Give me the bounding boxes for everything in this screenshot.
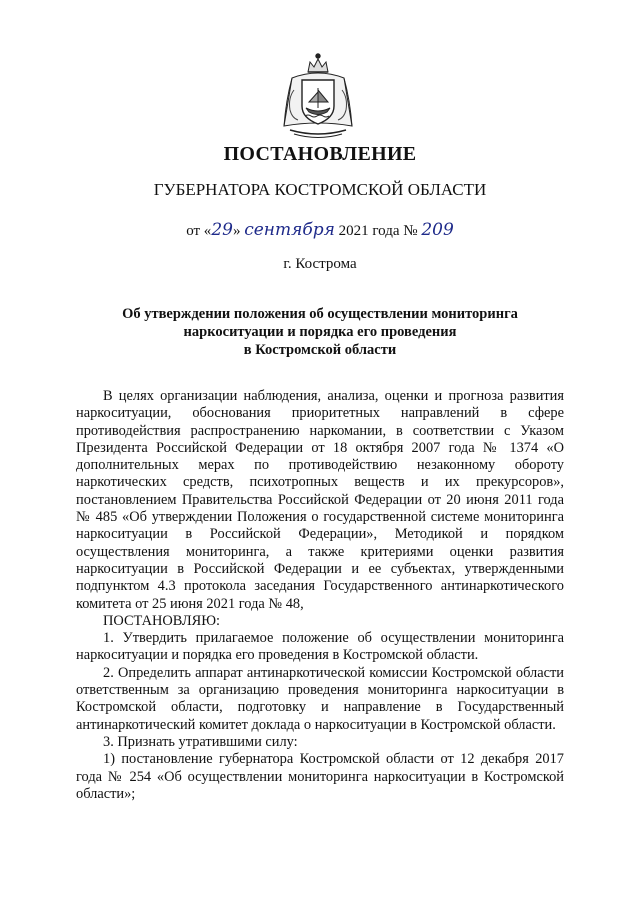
date-separator: » bbox=[232, 223, 245, 239]
document-heading bbox=[60, 305, 580, 359]
document-date-line bbox=[0, 220, 640, 240]
coat-of-arms-icon bbox=[272, 50, 364, 140]
date-day-handwritten: 29 bbox=[211, 220, 233, 240]
clause-2: 2. Определить аппарат антинаркотической комиссии Костромской области ответственным за организацию проведения мониторинга наркоситуации в Костромской области, подготовку и направление в Государственный антинаркотический комитет доклада о наркоситуации в Костромской области. bbox=[76, 664, 564, 733]
document-city: г. Кострома bbox=[283, 256, 357, 272]
date-prefix: от « bbox=[186, 223, 212, 239]
date-year: 2021 года № bbox=[334, 223, 422, 239]
issuing-authority: ГУБЕРНАТОРА КОСТРОМСКОЙ ОБЛАСТИ bbox=[153, 180, 487, 199]
document-body bbox=[76, 388, 564, 803]
resolution-word: ПОСТАНОВЛЯЮ: bbox=[103, 612, 221, 629]
heading-line: наркоситуации и порядка его проведения bbox=[183, 324, 457, 340]
heading-line: Об утверждении положения об осуществлении мониторинга bbox=[122, 306, 518, 322]
preamble-paragraph: В целях организации наблюдения, анализа, оценки и прогноза развития наркоситуации, обоснования приоритетных направлений в сфере противодействия распространению наркомании, в соответствии с Указом Президента Российской Федерации от 18 октября 2007 года № 1374 «О дополнительных мерах по противодействию незаконному обороту наркотических средств, психотропных веществ и их прекурсоров», постановлением Правительства Российской Федерации от 20 июня 2011 года № 485 «Об утверждении Положения о государственной системе мониторинга наркоситуации в Российской Федерации», Методикой и порядком осуществления мониторинга, а также критериями оценки развития наркоситуации в Российской Федерации и ее субъектах, утвержденными подпунктом 4.3 протокола заседания Государственного антинаркотического комитета от 25 июня 2021 года № 48, bbox=[76, 388, 564, 612]
document-title: ПОСТАНОВЛЕНИЕ bbox=[223, 143, 417, 165]
coat-of-arms-emblem bbox=[272, 50, 364, 140]
date-month-handwritten: сентября bbox=[244, 220, 335, 240]
heading-line: в Костромской области bbox=[243, 342, 397, 358]
document-number-handwritten: 209 bbox=[421, 220, 454, 240]
clause-3-item-1: 1) постановление губернатора Костромской области от 12 декабря 2017 года № 254 «Об осуществлении мониторинга наркоситуации в Костромской области»; bbox=[76, 751, 564, 802]
clause-1: 1. Утвердить прилагаемое положение об осуществлении мониторинга наркоситуации и порядка его проведения в Костромской области. bbox=[76, 630, 564, 664]
clause-3: 3. Признать утратившими силу: bbox=[103, 733, 298, 750]
